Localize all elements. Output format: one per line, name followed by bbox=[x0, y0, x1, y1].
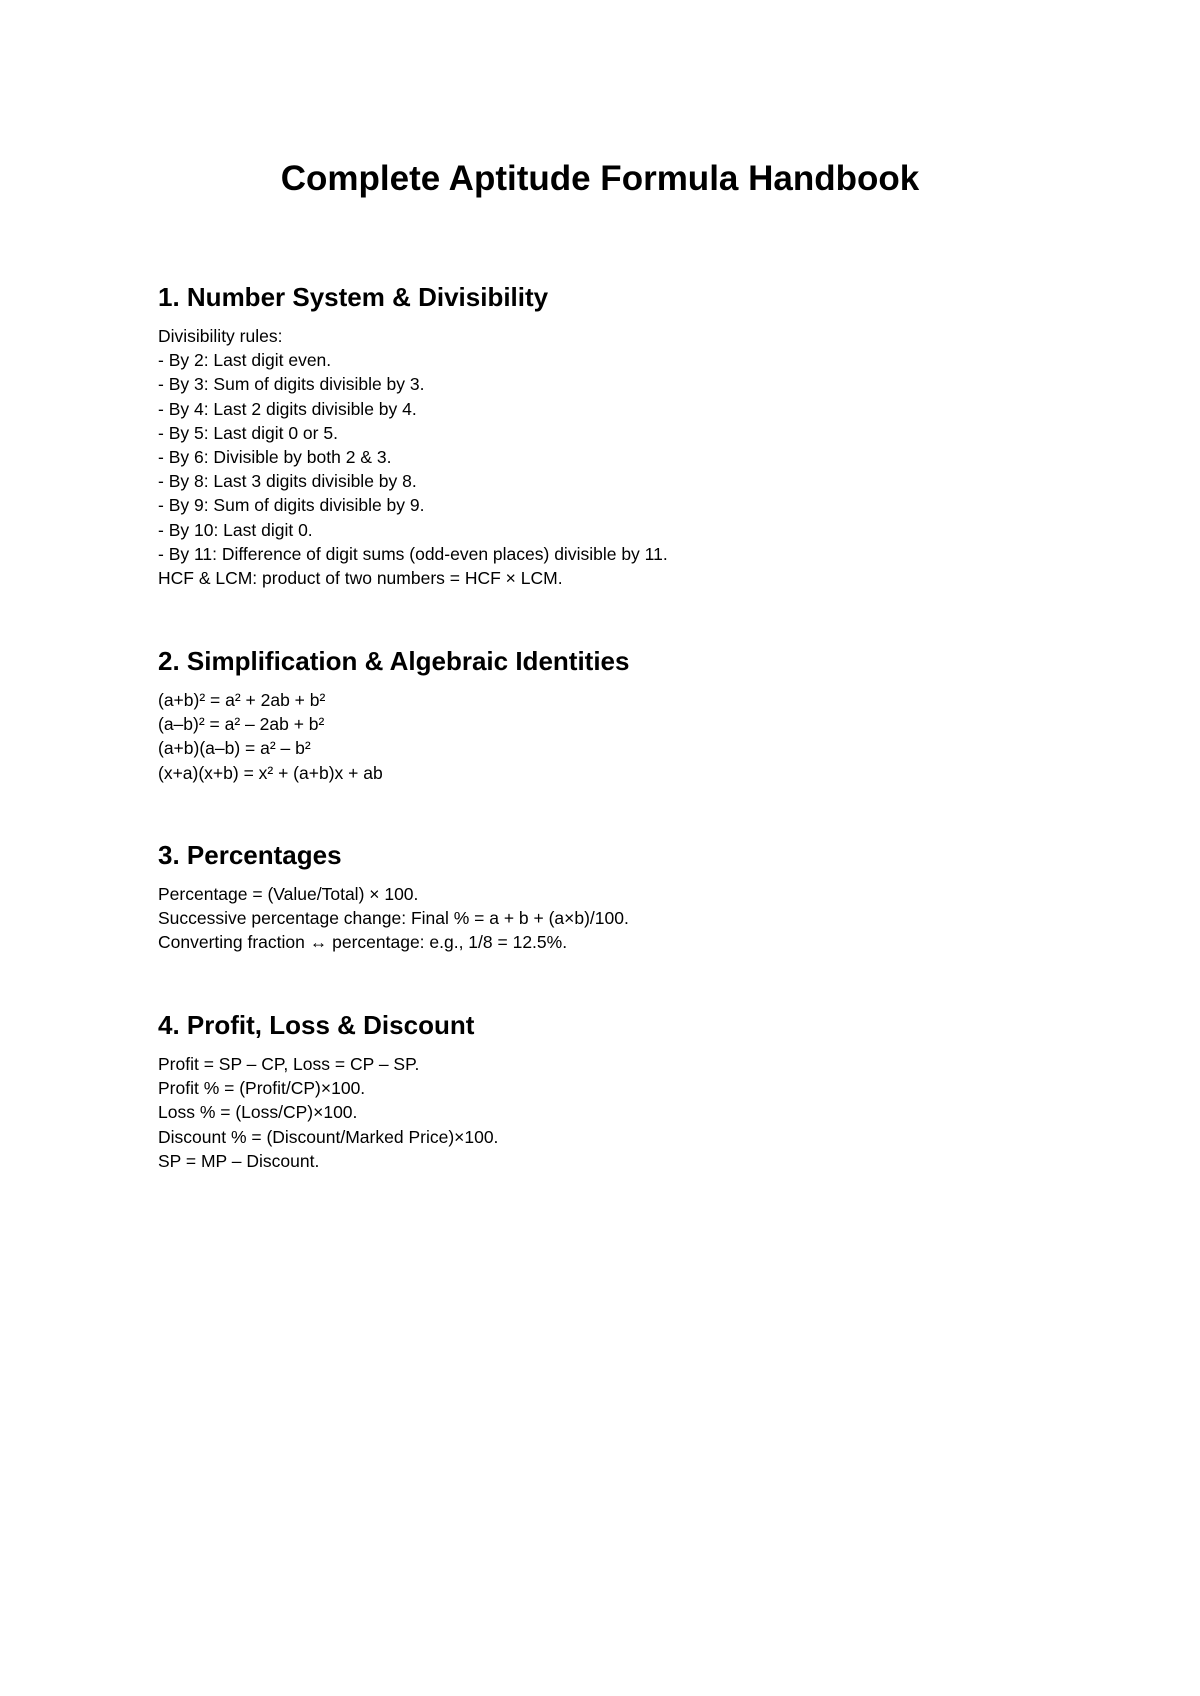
formula-line: Profit % = (Profit/CP)×100. bbox=[158, 1078, 366, 1099]
document-title: Complete Aptitude Formula Handbook bbox=[280, 159, 920, 198]
text-line: - By 8: Last 3 digits divisible by 8. bbox=[158, 471, 417, 492]
text-line: - By 6: Divisible by both 2 & 3. bbox=[158, 447, 392, 468]
text-line: Divisibility rules: bbox=[158, 326, 283, 346]
text-line: - By 11: Difference of digit sums (odd-even places) divisible by 11. bbox=[158, 543, 668, 564]
section-heading: 4. Profit, Loss & Discount bbox=[158, 1010, 475, 1040]
section-heading: 1. Number System & Divisibility bbox=[158, 282, 549, 312]
formula-line: Discount % = (Discount/Marked Price)×100. bbox=[158, 1126, 499, 1147]
section-body bbox=[158, 1052, 1080, 1173]
section-heading: 3. Percentages bbox=[158, 840, 342, 870]
text-line: HCF & LCM: product of two numbers = HCF × LCM. bbox=[158, 568, 563, 589]
text-line: - By 9: Sum of digits divisible by 9. bbox=[158, 495, 425, 516]
text-line: - By 3: Sum of digits divisible by 3. bbox=[158, 374, 425, 395]
text-line: - By 2: Last digit even. bbox=[158, 350, 332, 371]
section-body bbox=[158, 882, 1080, 955]
formula-line: (a+b)(a–b) = a² – b² bbox=[158, 738, 311, 759]
text-line: - By 4: Last 2 digits divisible by 4. bbox=[158, 398, 417, 419]
formula-line: (a+b)² = a² + 2ab + b² bbox=[158, 690, 326, 710]
section-profit-loss bbox=[158, 1008, 1080, 1173]
text-line: - By 10: Last digit 0. bbox=[158, 519, 313, 540]
section-algebraic-identities bbox=[158, 644, 1080, 785]
formula-line: Percentage = (Value/Total) × 100. bbox=[158, 884, 419, 904]
section-body bbox=[158, 688, 1080, 785]
formula-line: SP = MP – Discount. bbox=[158, 1150, 320, 1171]
formula-line: (a–b)² = a² – 2ab + b² bbox=[158, 714, 325, 735]
section-percentages bbox=[158, 838, 1080, 955]
formula-line: Successive percentage change: Final % = a + b + (a×b)/100. bbox=[158, 908, 629, 929]
section-number-system bbox=[158, 280, 1080, 590]
formula-line: Loss % = (Loss/CP)×100. bbox=[158, 1102, 358, 1123]
text-line: - By 5: Last digit 0 or 5. bbox=[158, 422, 338, 443]
section-heading: 2. Simplification & Algebraic Identities bbox=[158, 646, 630, 676]
formula-line: Profit = SP – CP, Loss = CP – SP. bbox=[158, 1054, 420, 1074]
formula-line: (x+a)(x+b) = x² + (a+b)x + ab bbox=[158, 762, 383, 783]
section-body bbox=[158, 324, 1080, 590]
formula-line: Converting fraction ↔ percentage: e.g., 1/8 = 12.5%. bbox=[158, 932, 568, 953]
